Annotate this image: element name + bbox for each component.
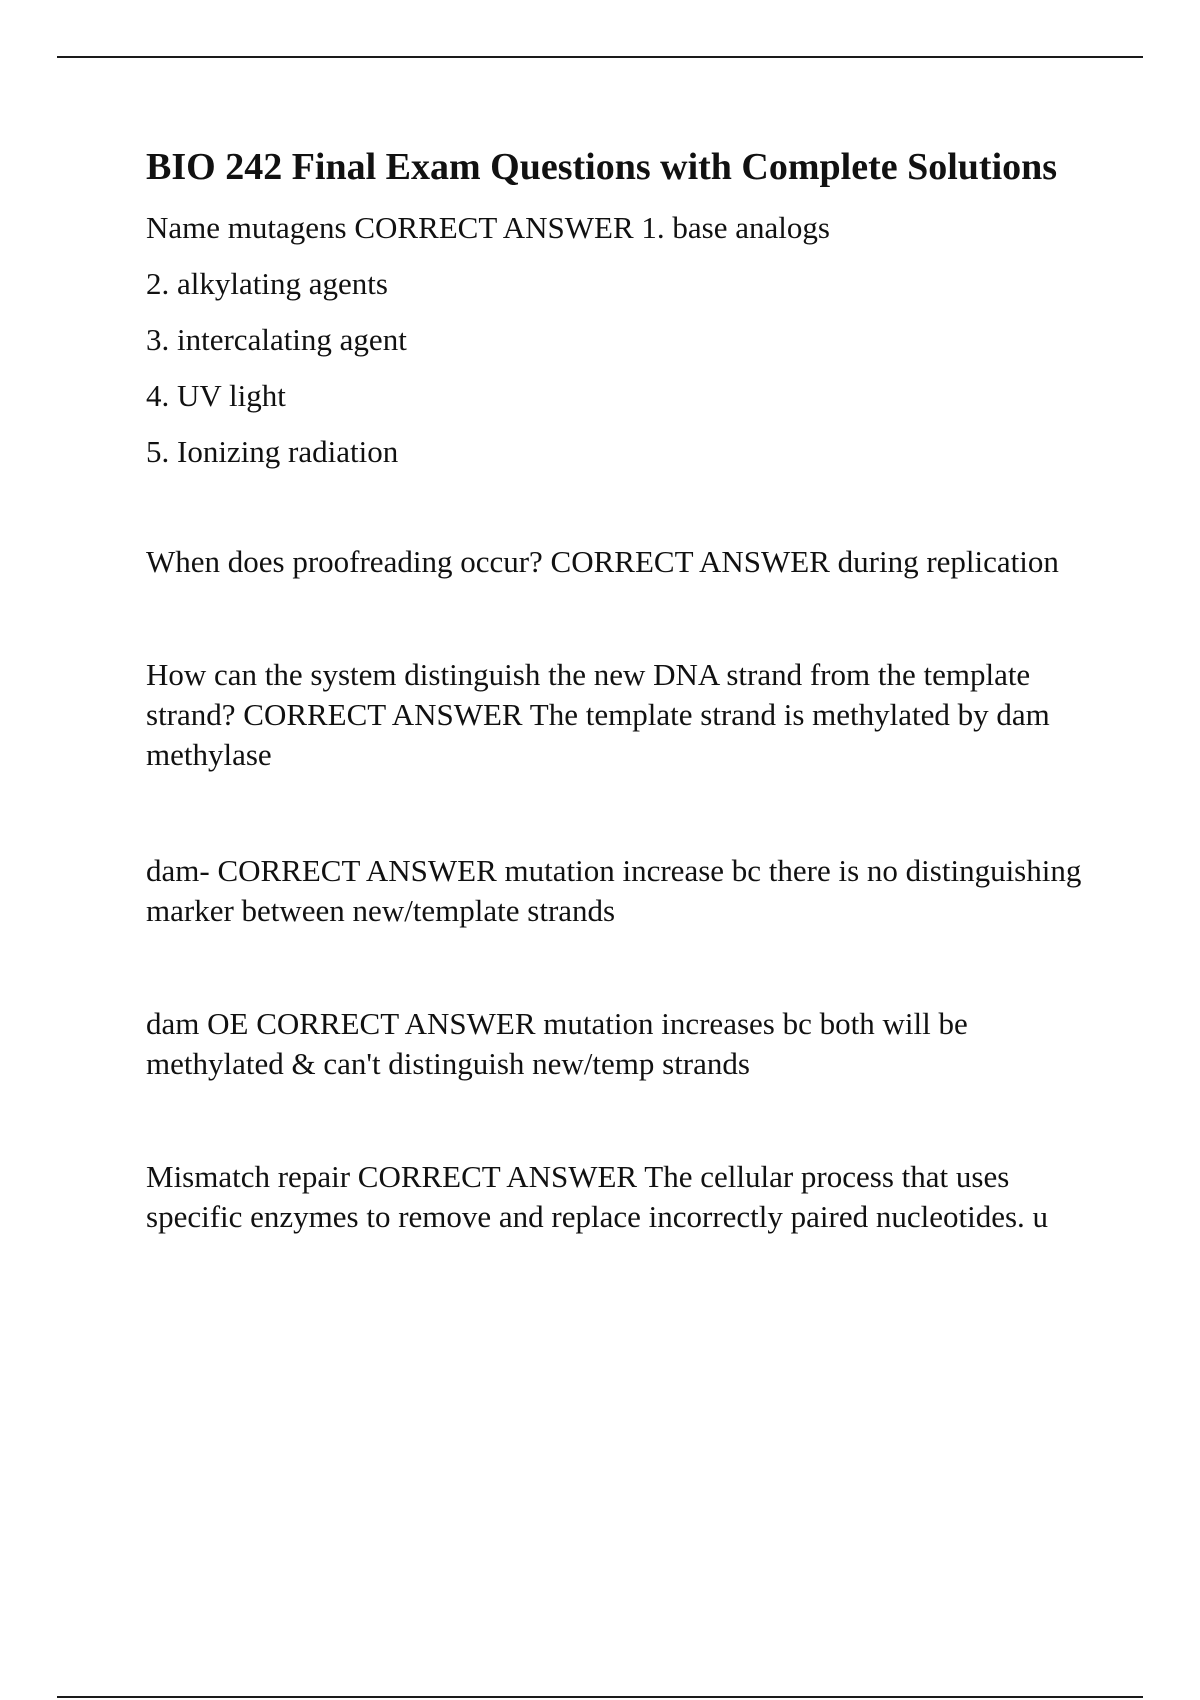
- document-body: [146, 142, 1106, 1237]
- qa-dam-minus: dam- CORRECT ANSWER mutation increase bc there is no distinguishing marker between new/template strands: [146, 853, 1082, 928]
- mutagens-question: Name mutagens CORRECT ANSWER 1. base analogs: [146, 210, 830, 245]
- top-divider: [57, 56, 1143, 58]
- document-title: BIO 242 Final Exam Questions with Complete Solutions: [146, 146, 1058, 188]
- qa-mismatch-repair: Mismatch repair CORRECT ANSWER The cellular process that uses specific enzymes to remove and replace incorrectly paired nucleotides. u: [146, 1159, 1049, 1234]
- mutagen-item: 3. intercalating agent: [146, 322, 407, 357]
- mutagen-item: 4. UV light: [146, 378, 286, 413]
- mutagen-item: 2. alkylating agents: [146, 266, 388, 301]
- qa-dam-oe: dam OE CORRECT ANSWER mutation increases bc both will be methylated & can't distinguish new/temp strands: [146, 1006, 968, 1081]
- qa-proofreading: When does proofreading occur? CORRECT ANSWER during replication: [146, 544, 1059, 579]
- mutagen-item: 5. Ionizing radiation: [146, 434, 399, 469]
- bottom-divider: [57, 1696, 1143, 1698]
- qa-strand-distinguish: How can the system distinguish the new DNA strand from the template strand? CORRECT ANSWER The template strand is methylated by dam methylase: [146, 657, 1050, 772]
